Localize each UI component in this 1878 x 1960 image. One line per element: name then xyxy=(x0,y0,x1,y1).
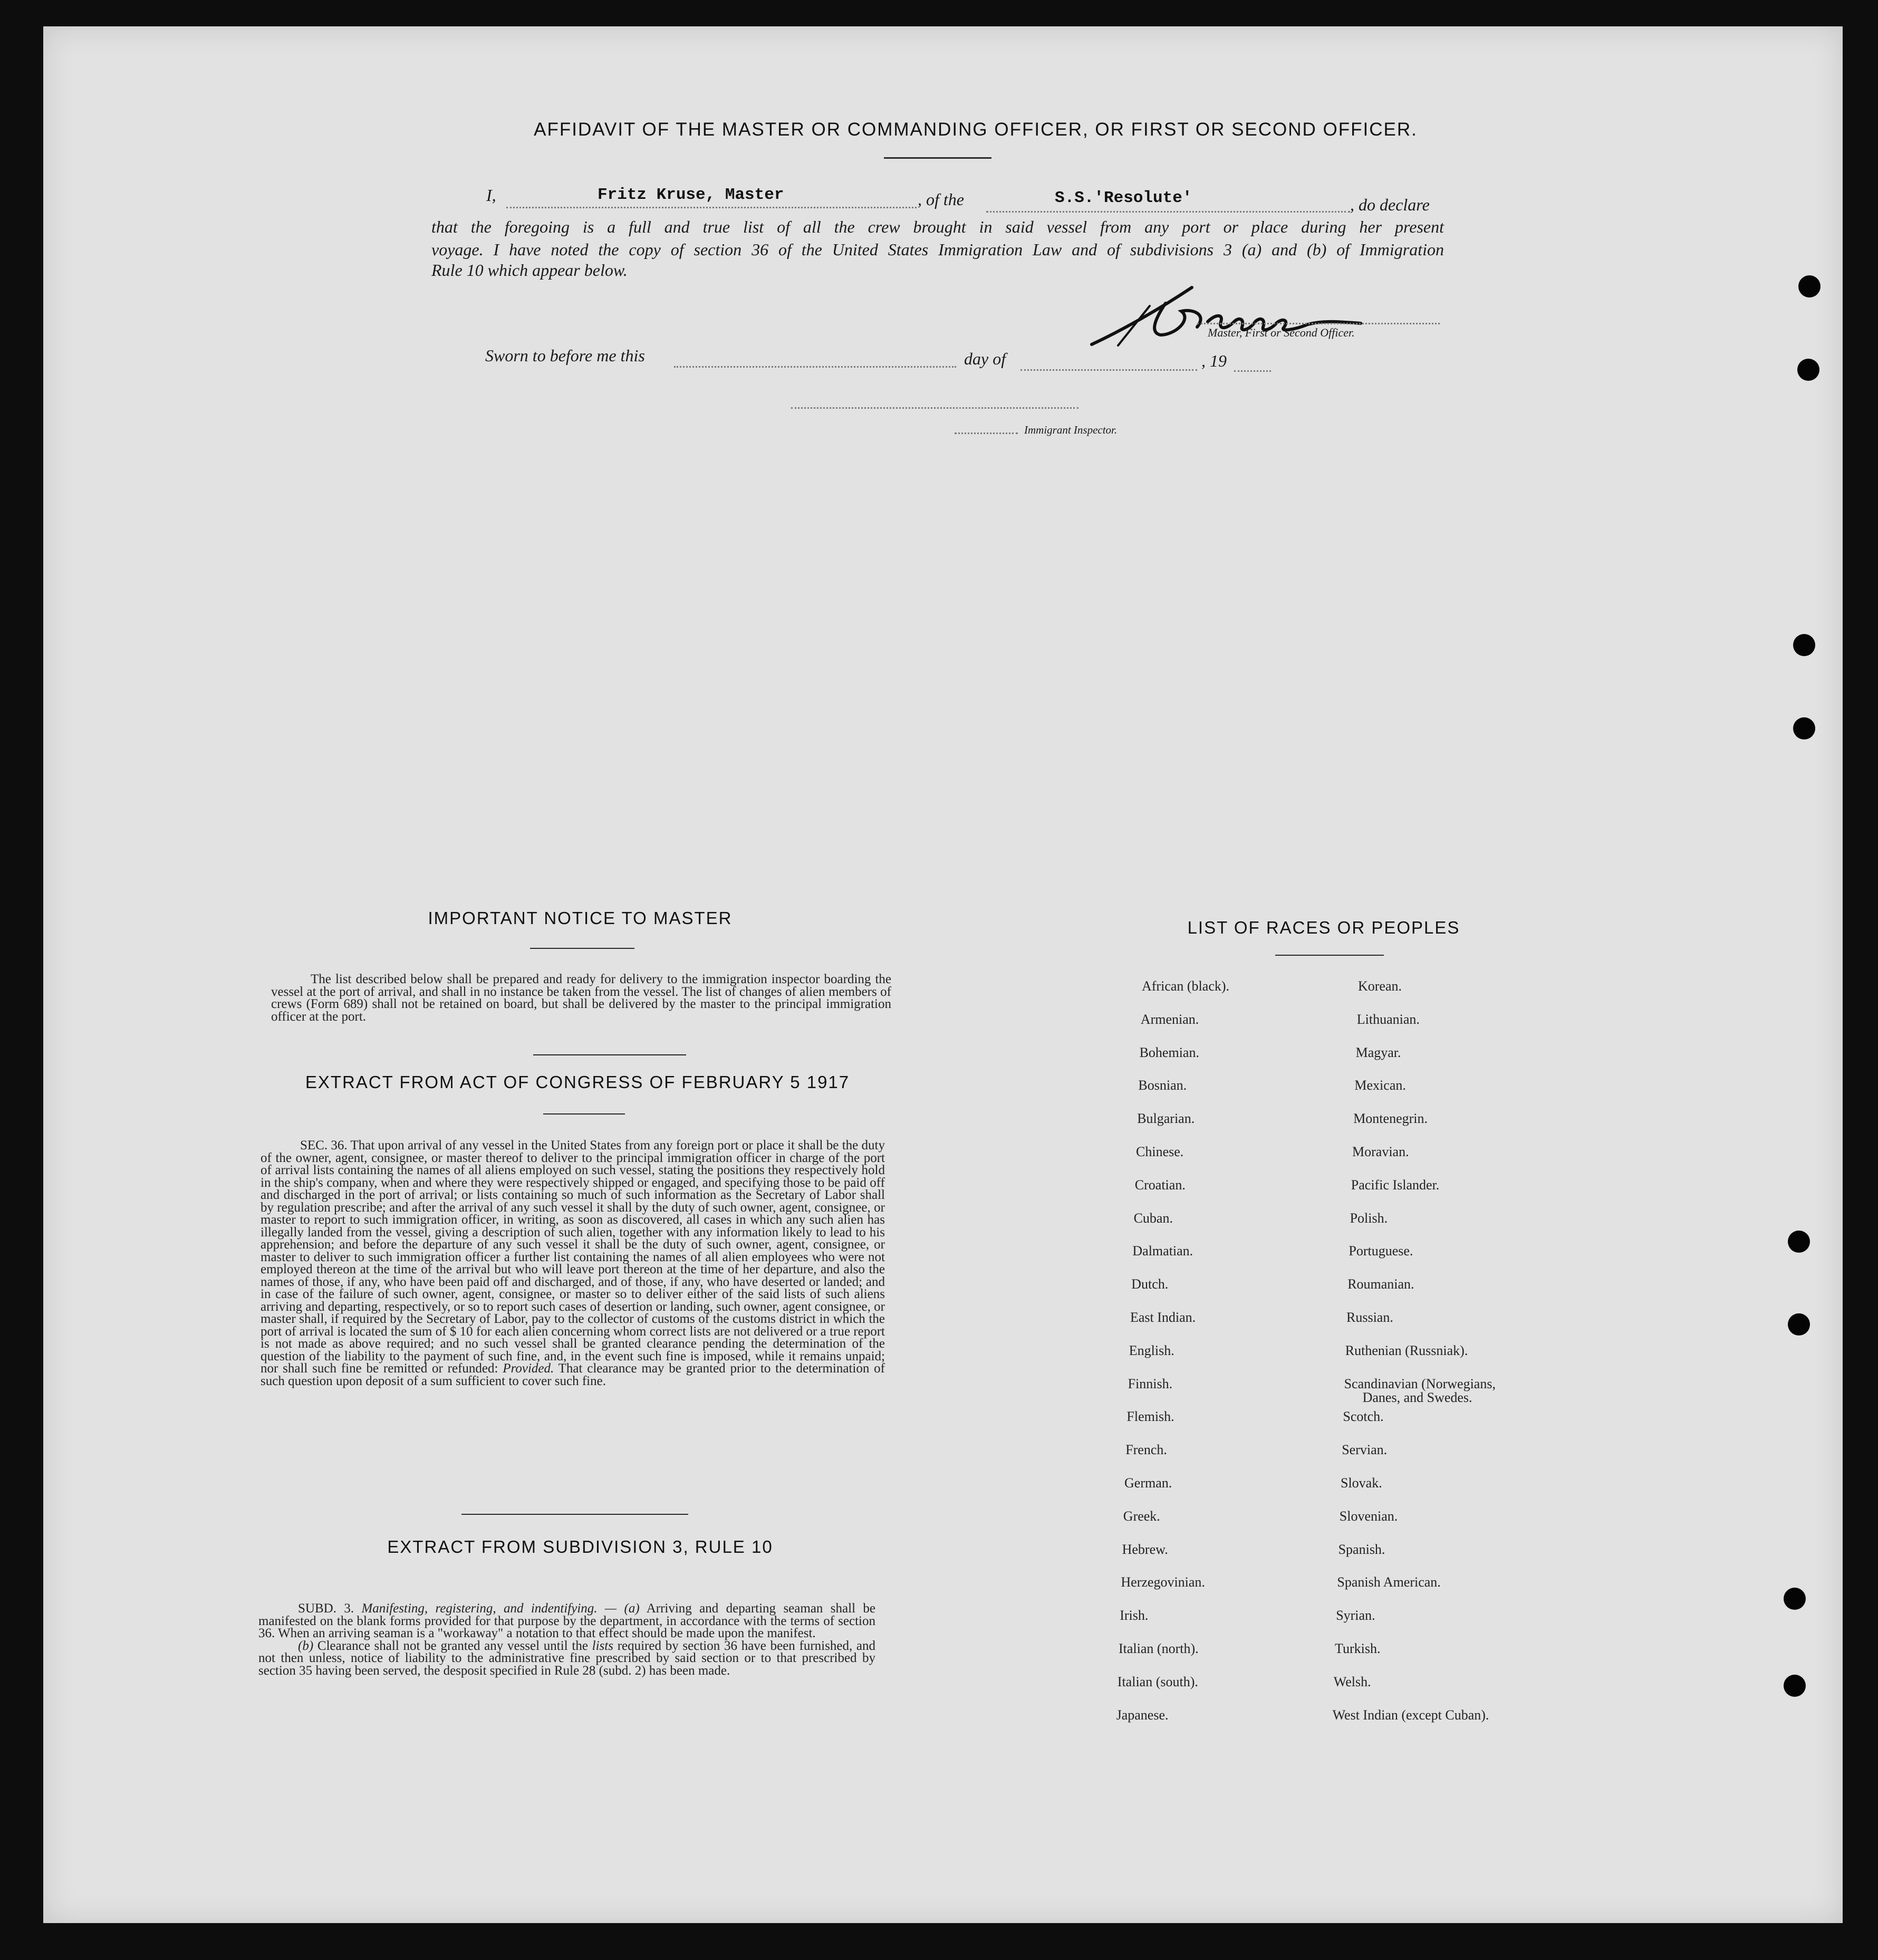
race-item: Moravian. xyxy=(1352,1144,1409,1159)
race-item: French. xyxy=(1125,1442,1167,1458)
race-item: Polish. xyxy=(1350,1210,1388,1226)
rule-b-label: (b) xyxy=(298,1638,314,1653)
race-item: Dutch. xyxy=(1131,1276,1169,1292)
declaration-line-1: that the foregoing is a full and true list of all the crew brought in said vessel from any port or place during her present xyxy=(431,217,1444,236)
race-item: Mexican. xyxy=(1354,1078,1406,1093)
punch-hole xyxy=(1798,275,1821,297)
inspector-caption-line xyxy=(955,433,1018,434)
rule-lists-word: lists xyxy=(592,1638,613,1653)
affidavit-title: AFFIDAVIT OF THE MASTER OR COMMANDING OFFICER, OR FIRST OR SECOND OFFICER. xyxy=(534,119,1418,140)
master-name-value: Fritz Kruse, Master xyxy=(598,186,784,204)
inspector-caption: Immigrant Inspector. xyxy=(1024,424,1118,436)
race-item: Hebrew. xyxy=(1122,1541,1168,1557)
race-item: Japanese. xyxy=(1116,1707,1169,1723)
master-name-line xyxy=(506,207,917,208)
race-item: African (black). xyxy=(1142,978,1230,994)
race-item: Pacific Islander. xyxy=(1351,1177,1440,1193)
race-item: German. xyxy=(1124,1475,1172,1491)
race-item: Flemish. xyxy=(1126,1409,1174,1425)
day-of-label: day of xyxy=(964,349,1006,368)
rule-title: EXTRACT FROM SUBDIVISION 3, RULE 10 xyxy=(387,1537,773,1557)
inspector-signature-line xyxy=(791,407,1078,409)
do-declare-label: , do declare xyxy=(1350,195,1430,214)
signature-caption: Master, First or Second Officer. xyxy=(1208,326,1355,339)
sworn-day-line xyxy=(674,366,956,368)
punch-hole xyxy=(1793,717,1815,739)
race-item: Cuban. xyxy=(1133,1210,1173,1226)
vessel-name-value: S.S.'Resolute' xyxy=(1055,189,1192,207)
race-item: Armenian. xyxy=(1140,1011,1199,1027)
race-item: Roumanian. xyxy=(1347,1276,1414,1292)
races-title: LIST OF RACES OR PEOPLES xyxy=(1187,918,1460,937)
race-item: Herzegovinian. xyxy=(1121,1574,1205,1590)
race-item: Lithuanian. xyxy=(1356,1011,1420,1027)
rule-text xyxy=(258,1602,875,1677)
declaration-line-3: Rule 10 which appear below. xyxy=(431,261,628,280)
rule-text-b-2: required by section 36 have been furnished, and not then unless, notice of liability to the administrative fine prescribed by said section or to that prescribed by section 35 having been served, the desposit specified in Rule 28 (subd. 2) has been made. xyxy=(258,1638,876,1678)
race-item: Italian (north). xyxy=(1119,1641,1199,1656)
year-label: , 19 xyxy=(1201,351,1227,370)
race-item: English. xyxy=(1129,1342,1174,1358)
vessel-name-line xyxy=(986,211,1350,213)
rule-text-a: Arriving and departing seaman shall be manifested on the blank forms provided for that purpose by the department, in accordance with the terms of section 36. When an arriving seaman is a "workaway" a notation to that effect should be made upon the manifest. xyxy=(258,1601,875,1640)
act-text-body: SEC. 36. That upon arrival of any vessel in the United States from any foreign port or place it shall be the duty of the owner, agent, consignee, or master thereof to deliver to the principal immigration officer in charge of the port of arrival lists containing the names of all aliens employed on such vessel, stating the positions they respectively hold in the ship's company, when and where they were respectively shipped or engaged, and specifying those to be paid off and discharged in the port of arrival; or lists containing so much of such information as the Secretary of Labor shall by regulation prescribe; and after the arrival of any such vessel it shall by the duty of such owner, agent, consignee, or master to report to such immigration officer, in writing, as soon as discovered, all cases in which any such alien has illegally landed from the vessel, giving a description of such alien, together with any information likely to lead to his apprehension; and before the departure of any such vessel it shall be the duty of such owner, agent, consignee, or master to deliver to such immigration officer a further list containing the names of all alien employees who were not employed thereon at the time of the arrival but who will leave port thereon at the time of her departure, and also the names of those, if any, who have been paid off and discharged, and of those, if any, who have deserted or landed; and in case of the failure of such owner, agent, consignee, or master so to deliver either of the said lists of such aliens arriving and departing, respectively, or so to report such cases of desertion or landing, such owner, agent consignee, or master shall, if required by the Secretary of Labor, pay to the collector of customs of the customs district in which the port of arrival is located the sum of $ 10 for each alien concerning whom correct lists are not delivered or a true report is not made as above required; and no such vessel shall be granted clearance pending the determination of the question of the liability to the payment of such fine, and, in the event such fine is imposed, while it remains unpaid; nor shall such fine be remitted or refunded: xyxy=(261,1138,885,1376)
race-item: Ruthenian (Russniak). xyxy=(1345,1342,1468,1358)
race-item: Welsh. xyxy=(1333,1674,1371,1689)
rule-subd-heading: Manifesting, registering, and indentifying. — (a) xyxy=(361,1601,640,1616)
notice-title: IMPORTANT NOTICE TO MASTER xyxy=(428,908,733,928)
master-signature xyxy=(1086,282,1456,356)
punch-hole xyxy=(1788,1231,1810,1253)
race-item: East Indian. xyxy=(1130,1310,1196,1325)
act-text-end: That clearance may be granted prior to the determination of such question upon deposit of a sum sufficient to cover such fine. xyxy=(261,1361,885,1388)
race-item: Turkish. xyxy=(1335,1641,1381,1656)
title-underline xyxy=(884,157,991,159)
of-the-label: , of the xyxy=(918,190,964,209)
race-item: Russian. xyxy=(1346,1310,1393,1325)
race-item: Dalmatian. xyxy=(1132,1243,1193,1259)
race-item: Scandinavian (Norwegians, xyxy=(1344,1376,1496,1391)
act-title: EXTRACT FROM ACT OF CONGRESS OF FEBRUARY 5 1917 xyxy=(305,1072,850,1092)
declaration-line-2: voyage. I have noted the copy of section 36 of the United States Immigration Law and of subdivisions 3 (a) and (b) of Immigration xyxy=(431,240,1444,259)
race-item: Spanish American. xyxy=(1337,1574,1441,1590)
race-item: Magyar. xyxy=(1355,1044,1401,1060)
notice-text: The list described below shall be prepared and ready for delivery to the immigration inspector boarding the vessel at the port of arrival, and shall in no instance be taken from the vessel. The list of changes of alien members of crews (Form 689) shall not be retained on board, but shall be delivered by the master to the principal immigration officer at the port. xyxy=(271,972,891,1024)
race-item: Chinese. xyxy=(1136,1144,1184,1159)
race-item: Finnish. xyxy=(1128,1376,1173,1391)
notice-divider xyxy=(533,1054,686,1055)
race-item: Syrian. xyxy=(1336,1608,1375,1623)
race-item: Slovak. xyxy=(1341,1475,1382,1491)
race-item: Slovenian. xyxy=(1339,1508,1398,1524)
race-item: Croatian. xyxy=(1134,1177,1186,1193)
punch-hole xyxy=(1784,1675,1806,1697)
punch-hole xyxy=(1788,1313,1810,1336)
race-item: Bohemian. xyxy=(1139,1044,1199,1060)
rule-text-b-1: Clearance shall not be granted any vessel until the xyxy=(317,1638,588,1653)
act-divider xyxy=(461,1514,688,1515)
signature-line xyxy=(1197,323,1440,324)
race-item: Bulgarian. xyxy=(1137,1111,1195,1127)
act-underline xyxy=(543,1113,625,1114)
race-item: Spanish. xyxy=(1338,1541,1385,1557)
race-item: Portuguese. xyxy=(1349,1243,1413,1259)
race-item: Italian (south). xyxy=(1117,1674,1198,1689)
punch-hole xyxy=(1797,359,1819,381)
sworn-label: Sworn to before me this xyxy=(485,346,645,365)
act-text xyxy=(261,1139,885,1387)
race-item: Scotch. xyxy=(1343,1409,1384,1425)
races-underline xyxy=(1275,955,1384,956)
act-provided-label: Provided. xyxy=(503,1361,554,1376)
sworn-year-line xyxy=(1234,370,1271,372)
race-item: Servian. xyxy=(1342,1442,1388,1458)
race-item: Danes, and Swedes. xyxy=(1362,1389,1472,1405)
race-item: Irish. xyxy=(1120,1608,1149,1623)
i-label: I, xyxy=(486,186,496,205)
race-item: Bosnian. xyxy=(1138,1078,1187,1093)
sworn-month-line xyxy=(1020,369,1197,371)
race-item: West Indian (except Cuban). xyxy=(1332,1707,1489,1723)
race-item: Montenegrin. xyxy=(1353,1111,1428,1127)
rule-subd-label: SUBD. 3. xyxy=(298,1601,354,1616)
notice-underline xyxy=(530,948,634,949)
race-item: Greek. xyxy=(1123,1508,1160,1524)
race-item: Korean. xyxy=(1358,978,1402,994)
punch-hole xyxy=(1793,634,1815,656)
punch-hole xyxy=(1784,1588,1806,1610)
